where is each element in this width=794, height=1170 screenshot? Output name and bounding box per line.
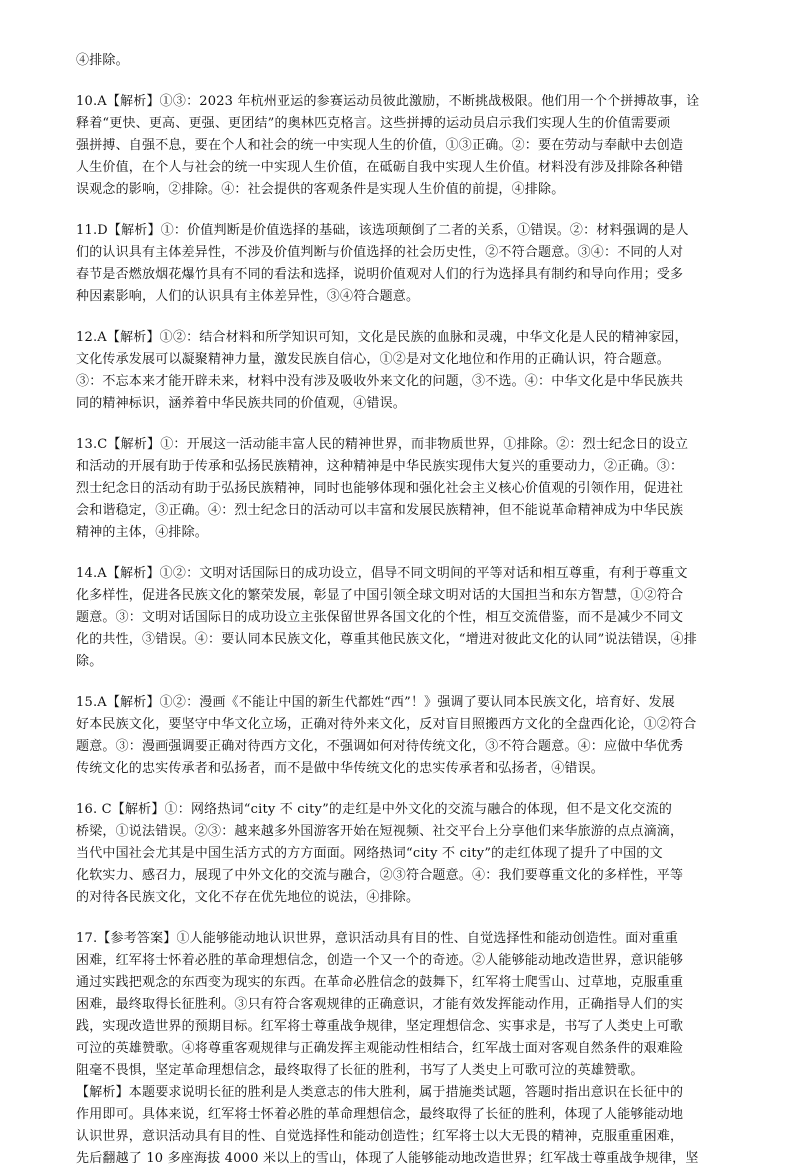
text-line: 强拼搏、自强不息，要在个人和社会的统一中实现人生的价值，①③正确。②：要在劳动与奉献中去创造: [76, 138, 684, 153]
text-line: 释着“更快、更高、更强、更团结”的奥林匹克格言。这些拼搏的运动员启示我们实现人生的价值需要顽: [76, 116, 671, 131]
text-line: 烈士纪念日的活动有助于弘扬民族精神，同时也能够体现和强化社会主义核心价值观的引领作用，促进社: [76, 481, 684, 496]
document-body: [76, 50, 718, 1170]
text-line: 12.A【解析】①②：结合材料和所学知识可知，文化是民族的血脉和灵魂，中华文化是人民的精神家园，: [76, 330, 688, 345]
text-line: 困难，最终取得长征胜利。③只有符合客观规律的正确意识，才能有效发挥能动作用，正确指导人们的实: [76, 997, 684, 1012]
text-line: 当代中国社会尤其是中国生活方式的方方面面。网络热词“city 不 city”的走红体现了提升了中国的文: [76, 846, 663, 861]
text-line: 传统文化的忠实传承者和弘扬者，而不是做中华传统文化的忠实传承者和弘扬者，④错误。: [76, 761, 605, 776]
text-line: ④排除。: [76, 53, 129, 68]
text-line: 15.A【解析】①②：漫画《不能让中国的新生代都姓“西”！》强调了要认同本民族文化，培育好、发展: [76, 695, 675, 710]
text-line: 化多样性，促进各民族文化的繁荣发展，彰显了中国引领全球文明对话的大国担当和东方智慧，①②符合: [76, 588, 684, 603]
text-line: 【解析】本题要求说明长征的胜利是人类意志的伟大胜利，属于措施类试题，答题时指出意识在长征中的: [76, 1085, 684, 1100]
text-line: 10.A【解析】①③：2023 年杭州亚运的参赛运动员彼此激励，不断挑战极限。他们用一个个拼搏故事，诠: [76, 94, 700, 109]
text-line: 题意。③：漫画强调要正确对待西方文化，不强调如何对待传统文化，③不符合题意。④：应做中华优秀: [76, 739, 684, 754]
text-line: 困难，红军将士怀着必胜的革命理想信念，创造一个又一个的奇迹。②人能够能动地改造世界，意识能够: [76, 953, 684, 968]
answer-10: [76, 91, 718, 201]
answer-13: [76, 434, 718, 544]
text-line: 践，实现改造世界的预期目标。红军将士尊重战争规律，坚定理想信念、实事求是，书写了人类史上可歌: [76, 1019, 684, 1034]
text-line: 种因素影响，人们的认识具有主体差异性，③④符合题意。: [76, 289, 420, 304]
text-line: 16. C【解析】①：网络热词“city 不 city”的走红是中外文化的交流与融合的体现，但不是文化交流的: [76, 802, 673, 817]
answer-17: [76, 928, 718, 1170]
text-line: 桥梁，①说法错误。②③：越来越多外国游客开始在短视频、社交平台上分享他们来华旅游的点点滴滴，: [76, 824, 684, 839]
text-line: 化的共性，③错误。④：要认同本民族文化，尊重其他民族文化，“增进对彼此文化的认同”说法错误，④排: [76, 632, 697, 647]
text-line: 14.A【解析】①②：文明对话国际日的成功设立，倡导不同文明间的平等对话和相互尊重，有利于尊重文: [76, 566, 688, 581]
text-line: 好本民族文化，要坚守中华文化立场，正确对待外来文化，反对盲目照搬西方文化的全盘西化论，①②符合: [76, 717, 697, 732]
text-line: 的对待各民族文化，文化不存在优先地位的说法，④排除。: [76, 890, 420, 905]
text-line: 文化传承发展可以凝聚精神力量，激发民族自信心，①②是对文化地位和作用的正确认识，符合题意。: [76, 352, 671, 367]
text-line: 可泣的英雄赞歌。④将尊重客观规律与正确发挥主观能动性相结合，红军战士面对客观自然条件的艰难险: [76, 1041, 684, 1056]
text-line: 阻毫不畏惧，坚定革命理想信念，最终取得了长征的胜利，书写了人类史上可歌可泣的英雄赞歌。: [76, 1063, 644, 1078]
text-line: 通过实践把观念的东西变为现实的东西。在革命必胜信念的鼓舞下，红军将士爬雪山、过草地，克服重重: [76, 975, 684, 990]
text-line: 同的精神标识，涵养着中华民族共同的价值观，④错误。: [76, 396, 407, 411]
text-line: 先后翻越了 10 多座海拔 4000 米以上的雪山，体现了人能够能动地改造世界；红军战士尊重战争规律，坚: [76, 1151, 699, 1166]
text-line: 11.D【解析】①：价值判断是价值选择的基础，该选项颠倒了二者的关系，①错误。②：材料强调的是人: [76, 223, 689, 238]
text-line: 题意。③：文明对话国际日的成功设立主张保留世界各国文化的个性，相互交流借鉴，而不是减少不同文: [76, 610, 684, 625]
answer-16: [76, 799, 718, 909]
text-line: 误观念的影响，②排除。④：社会提供的客观条件是实现人生价值的前提，④排除。: [76, 182, 565, 197]
text-line: 作用即可。具体来说，红军将士怀着必胜的革命理想信念，最终取得了长征的胜利，体现了人能够能动地: [76, 1107, 684, 1122]
text-line: 们的认识具有主体差异性，不涉及价值判断与价值选择的社会历史性，②不符合题意。③④：不同的人对: [76, 245, 684, 260]
text-line: 会和谐稳定，③正确。④：烈士纪念日的活动可以丰富和发展民族精神，但不能说革命精神成为中华民族: [76, 503, 684, 518]
text-line: 除。: [76, 654, 103, 669]
paragraph-p0: [76, 50, 718, 72]
text-line: 化软实力、感召力，展现了中外文化的交流与融合，②③符合题意。④：我们要尊重文化的多样性，平等: [76, 868, 684, 883]
answer-14: [76, 563, 718, 673]
text-line: 13.C【解析】①：开展这一活动能丰富人民的精神世界，而非物质世界，①排除。②：烈士纪念日的设立: [76, 437, 689, 452]
text-line: 人生价值，在个人与社会的统一中实现人生价值，在砥砺自我中实现人生价值。材料没有涉及排除各种错: [76, 160, 684, 175]
text-line: ③：不忘本来才能开辟未来，材料中没有涉及吸收外来文化的问题，③不选。④：中华文化是中华民族共: [76, 374, 684, 389]
answer-15: [76, 692, 718, 780]
text-line: 17.【参考答案】①人能够能动地认识世界，意识活动具有目的性、自觉选择性和能动创造性。面对重重: [76, 931, 679, 946]
text-line: 和活动的开展有助于传承和弘扬民族精神，这种精神是中华民族实现伟大复兴的重要动力，②正确。③：: [76, 459, 684, 474]
text-line: 认识世界，意识活动具有目的性、自觉选择性和能动创造性；红军将士以大无畏的精神，克服重重困难，: [76, 1129, 684, 1144]
answer-11: [76, 220, 718, 308]
text-line: 春节是否燃放烟花爆竹具有不同的看法和选择，说明价值观对人们的行为选择具有制约和导向作用；受多: [76, 267, 684, 282]
answer-12: [76, 327, 718, 415]
text-line: 精神的主体，④排除。: [76, 525, 209, 540]
